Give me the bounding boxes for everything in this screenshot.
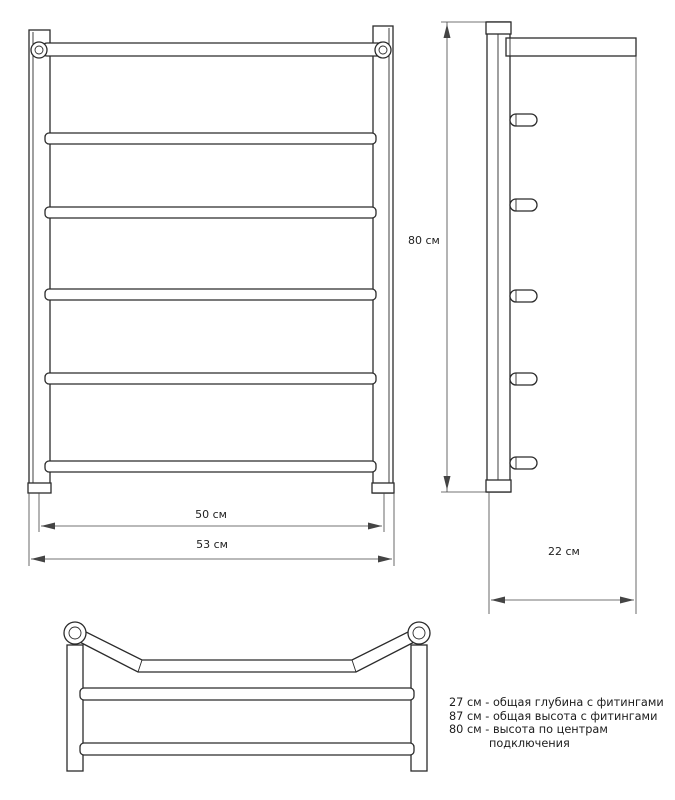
side-peg-2 [510, 199, 537, 211]
width-outer-dimension [31, 538, 392, 563]
top-left-connector [31, 42, 47, 58]
note-line-2 [449, 710, 671, 724]
note-2-text: общая высота с фитингами [492, 709, 658, 723]
note-2-separator: - [481, 709, 493, 723]
width-outer-label: 53 см [196, 538, 228, 551]
side-view [486, 22, 636, 614]
note-line-4: подключения [489, 736, 570, 750]
side-peg-3 [510, 290, 537, 302]
note-line-3 [449, 723, 671, 737]
top-view-right-fitting [408, 622, 430, 644]
rung-4 [45, 373, 376, 384]
left-post [29, 30, 50, 492]
note-3-value: 80 см [449, 723, 482, 736]
top-view-left-fitting [64, 622, 86, 644]
front-view [28, 22, 486, 566]
note-2-value: 87 см [449, 709, 482, 723]
note-line-1 [449, 696, 671, 710]
top-right-connector [375, 42, 391, 58]
side-post-top-cap [486, 22, 511, 34]
side-post [487, 22, 510, 492]
note-1-value: 27 см [449, 696, 482, 709]
note-3-separator: - [481, 723, 493, 736]
width-inner-dimension [41, 508, 382, 530]
spec-notes [449, 696, 671, 750]
depth-label: 22 см [548, 545, 580, 558]
side-peg-1 [510, 114, 537, 126]
right-post-cap [372, 483, 394, 493]
side-post-bottom-cap [486, 480, 511, 492]
depth-dimension [489, 56, 636, 614]
height-dimension [408, 22, 486, 492]
note-1-separator: - [481, 696, 493, 709]
height-label: 80 см [408, 234, 440, 247]
side-top-arm [506, 38, 636, 56]
right-post [373, 26, 393, 493]
top-rail [42, 43, 385, 56]
side-peg-5 [510, 457, 537, 469]
rung-1 [45, 133, 376, 144]
width-inner-label: 50 см [195, 508, 227, 521]
rung-3 [45, 289, 376, 300]
top-view-crossbar-1 [80, 688, 414, 700]
top-view-crossbar-2 [80, 743, 414, 755]
note-1-text: общая глубина с фитингами [492, 696, 664, 709]
left-post-cap [28, 483, 51, 493]
rung-5 [45, 461, 376, 472]
side-peg-4 [510, 373, 537, 385]
rung-2 [45, 207, 376, 218]
top-view-curved-rail [70, 626, 424, 672]
note-3-text: высота по центрам [492, 723, 608, 736]
top-view [64, 622, 430, 771]
